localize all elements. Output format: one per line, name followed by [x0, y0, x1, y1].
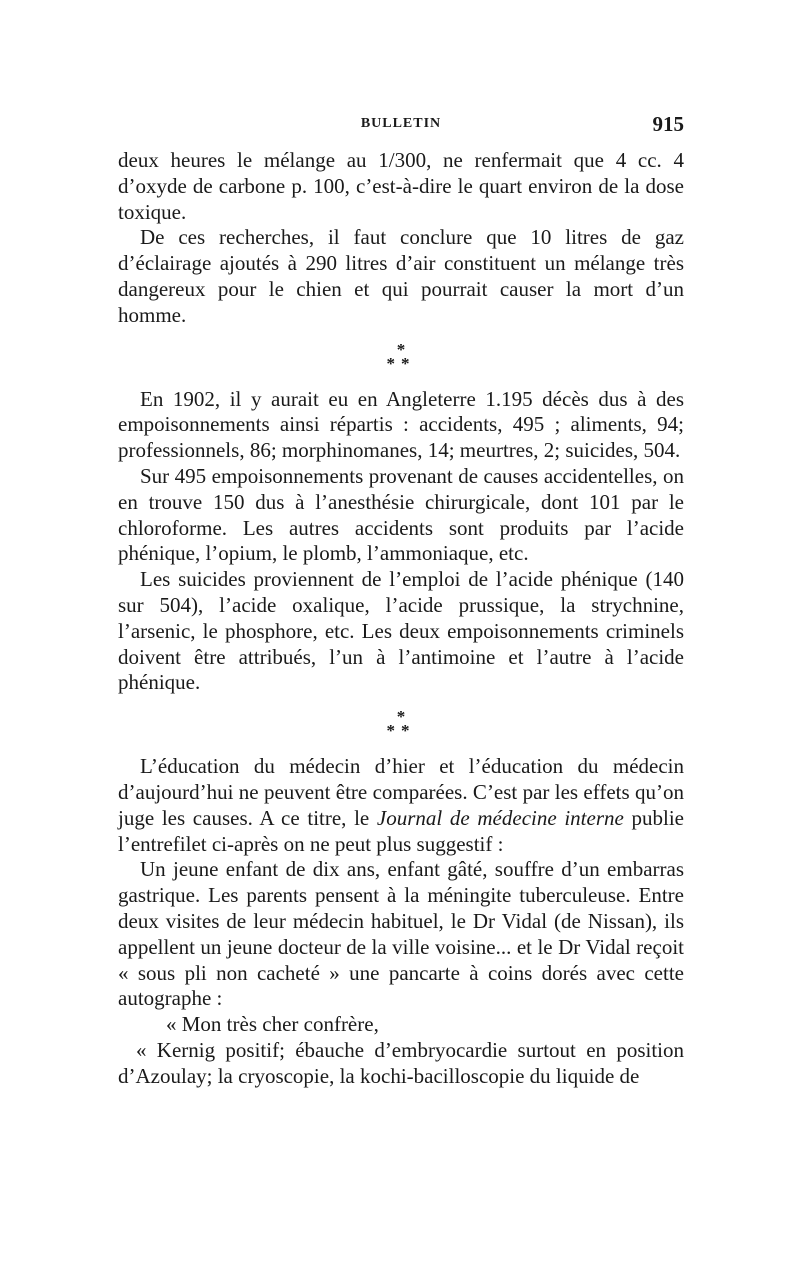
quote-salutation: « Mon très cher confrère,	[166, 1012, 379, 1037]
section-asterism	[118, 339, 684, 373]
page-header	[118, 112, 684, 138]
page-number: 915	[652, 112, 684, 136]
asterism-top: *	[396, 707, 406, 727]
paragraph: Les suicides proviennent de l’emploi de l’acide phénique (140 sur 504), l’acide oxalique, l’acide prussique, la strychnine, l’arsenic, le phosphore, etc. Les deux empoisonnements criminels doivent être attribués, l’un à l’antimoine et l’autre à l’acide phénique.	[118, 567, 684, 695]
paragraph: deux heures le mélange au 1/300, ne renfermait que 4 cc. 4 d’oxyde de carbone p. 100, c’est-à-dire le quart environ de la dose toxique.	[118, 148, 684, 224]
education-text-before: L’éducation du médecin d’hier et l’éducation du médecin d’aujourd’hui ne peuvent être comparées. C’est par les effets qu’on juge les causes. A ce titre, le	[118, 754, 684, 830]
section-asterism	[118, 707, 684, 741]
running-head: BULLETIN	[360, 116, 442, 131]
paragraph-education	[118, 754, 684, 857]
paragraph: De ces recherches, il faut conclure que 10 litres de gaz d’éclairage ajoutés à 290 litres d’air constituent un mélange très dangereux pour le chien et qui pourrait causer la mort d’un homme.	[118, 225, 684, 327]
asterism-bottom: **	[386, 353, 416, 373]
paragraph: Sur 495 empoisonnements provenant de causes accidentelles, on en trouve 150 dus à l’anesthésie chirurgicale, dont 101 par le chloroforme. Les autres accidents sont produits par l’acide phénique, l’opium, le plomb, l’ammoniaque, etc.	[118, 463, 684, 566]
quote-body: « Kernig positif; ébauche d’embryocardie surtout en position d’Azoulay; la cryoscopie, la kochi-bacilloscopie du liquide de	[118, 1037, 684, 1088]
education-text-after: publie l’entrefilet ci-après on ne peut plus suggestif :	[118, 805, 684, 856]
page-body	[118, 148, 684, 1090]
asterism-top: *	[396, 339, 406, 359]
journal-title: Journal de médecine interne	[376, 805, 624, 830]
paragraph: En 1902, il y aurait eu en Angleterre 1.195 décès dus à des empoisonnements ainsi répartis : accidents, 495 ; aliments, 94; professionnels, 86; morphinomanes, 14; meurtres, 2; suicides, 504.	[118, 386, 684, 463]
paragraph: Un jeune enfant de dix ans, enfant gâté, souffre d’un embarras gastrique. Les parents pensent à la méningite tuberculeuse. Entre deux visites de leur médecin habituel, le Dr Vidal (de Nissan), ils appellent un jeune docteur de la ville voisine... et le Dr Vidal reçoit « sous pli non cacheté » une pancarte à coins dorés avec cette autographe :	[118, 857, 684, 1011]
asterism-bottom: **	[386, 721, 416, 741]
